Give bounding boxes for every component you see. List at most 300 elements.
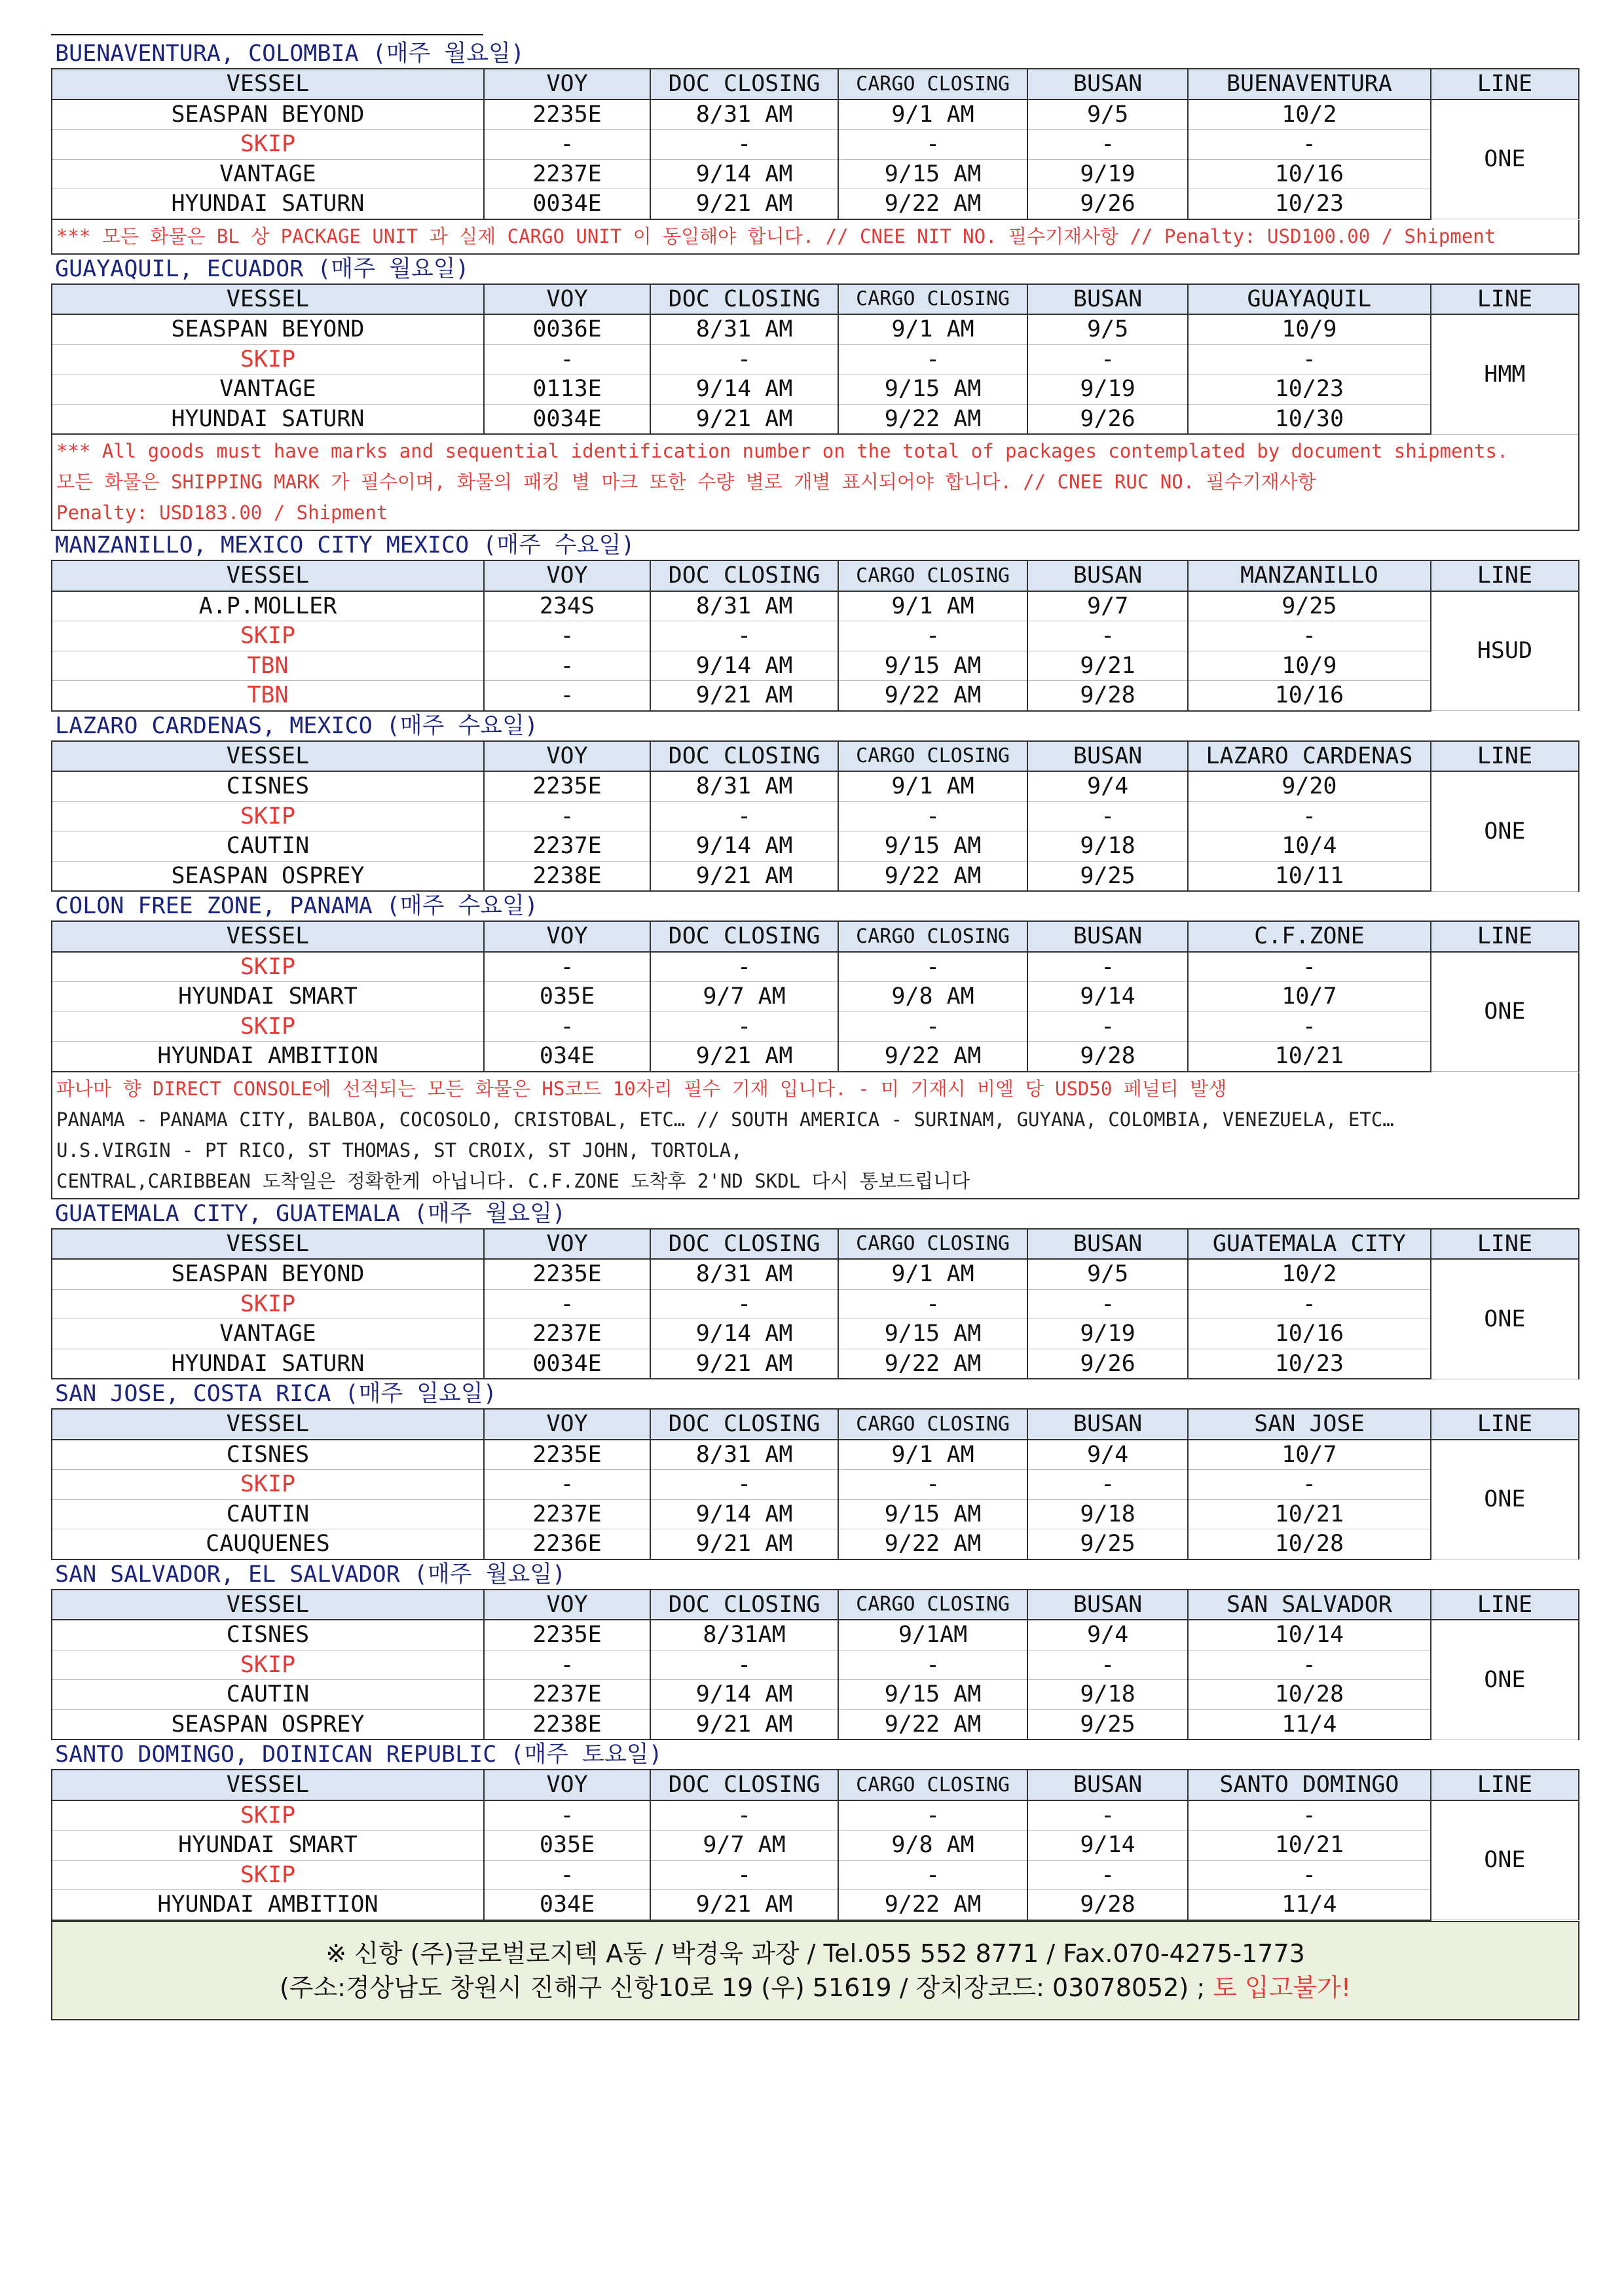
cell-voy: - bbox=[484, 621, 650, 651]
header-vessel: VESSEL bbox=[52, 560, 484, 591]
cell-dest: - bbox=[1188, 1650, 1431, 1680]
cell-voy: 2237E bbox=[484, 831, 650, 862]
cell-doc: 9/21 AM bbox=[650, 681, 838, 711]
cell-line: HSUD bbox=[1431, 591, 1579, 711]
cell-busan: 9/28 bbox=[1027, 1042, 1188, 1072]
cell-vessel: HYUNDAI SMART bbox=[52, 982, 484, 1012]
cell-cargo: 9/1 AM bbox=[838, 314, 1027, 344]
header-cargo-closing: CARGO CLOSING bbox=[838, 1229, 1027, 1260]
cell-voy: - bbox=[484, 1289, 650, 1319]
cell-dest: - bbox=[1188, 130, 1431, 160]
header-doc-closing: DOC CLOSING bbox=[650, 1590, 838, 1620]
cell-busan: 9/28 bbox=[1027, 1890, 1188, 1920]
header-cargo-closing: CARGO CLOSING bbox=[838, 284, 1027, 315]
cell-busan: - bbox=[1027, 1289, 1188, 1319]
cell-busan: - bbox=[1027, 621, 1188, 651]
header-doc-closing: DOC CLOSING bbox=[650, 1409, 838, 1440]
schedule-table bbox=[51, 283, 1579, 435]
cell-dest: 10/14 bbox=[1188, 1620, 1431, 1650]
cell-dest: 10/16 bbox=[1188, 1319, 1431, 1349]
section-title: GUATEMALA CITY, GUATEMALA (매주 월요일) bbox=[55, 1200, 566, 1227]
schedule-table bbox=[51, 920, 1579, 1072]
cell-doc: 9/21 AM bbox=[650, 1349, 838, 1379]
header-vessel: VESSEL bbox=[52, 69, 484, 100]
cell-dest: - bbox=[1188, 344, 1431, 374]
cell-doc: 9/14 AM bbox=[650, 651, 838, 681]
cell-cargo: - bbox=[838, 1800, 1027, 1831]
cell-voy: 2238E bbox=[484, 1709, 650, 1740]
table-row bbox=[52, 1470, 1579, 1500]
cell-doc: - bbox=[650, 621, 838, 651]
cell-vessel: SKIP bbox=[52, 1860, 484, 1890]
cell-busan: 9/19 bbox=[1027, 159, 1188, 189]
cell-cargo: 9/15 AM bbox=[838, 1680, 1027, 1710]
cell-cargo: 9/22 AM bbox=[838, 404, 1027, 434]
table-row bbox=[52, 344, 1579, 374]
header-doc-closing: DOC CLOSING bbox=[650, 741, 838, 772]
cell-vessel: VANTAGE bbox=[52, 374, 484, 405]
header-voy: VOY bbox=[484, 1409, 650, 1440]
cell-voy: 2235E bbox=[484, 1620, 650, 1650]
cell-dest: 10/28 bbox=[1188, 1680, 1431, 1710]
cell-dest: 10/21 bbox=[1188, 1499, 1431, 1529]
cell-voy: - bbox=[484, 1800, 650, 1831]
cell-doc: - bbox=[650, 1800, 838, 1831]
cell-vessel: CAUTIN bbox=[52, 831, 484, 862]
table-row bbox=[52, 1259, 1579, 1289]
cell-voy: - bbox=[484, 130, 650, 160]
cell-busan: 9/26 bbox=[1027, 189, 1188, 219]
table-row bbox=[52, 861, 1579, 891]
table-row bbox=[52, 130, 1579, 160]
cell-dest: 9/20 bbox=[1188, 771, 1431, 801]
cell-doc: - bbox=[650, 1470, 838, 1500]
cell-doc: 9/14 AM bbox=[650, 159, 838, 189]
note-line: 모든 화물은 SHIPPING MARK 가 필수이며, 화물의 패킹 별 마크 또한 수량 별로 개별 표시되어야 합니다. // CNEE RUC NO. 필수기재사항 bbox=[56, 471, 1316, 493]
cell-cargo: - bbox=[838, 1860, 1027, 1890]
header-busan: BUSAN bbox=[1027, 1409, 1188, 1440]
cell-dest: 10/23 bbox=[1188, 189, 1431, 219]
cell-doc: 9/14 AM bbox=[650, 1319, 838, 1349]
header-cargo-closing: CARGO CLOSING bbox=[838, 741, 1027, 772]
cell-voy: 0034E bbox=[484, 189, 650, 219]
note-line: 파나마 향 DIRECT CONSOLE에 선적되는 모든 화물은 HS코드 10자리 필수 기재 입니다. - 미 기재시 비엘 당 USD50 페널티 발생 bbox=[56, 1077, 1227, 1100]
header-cargo-closing: CARGO CLOSING bbox=[838, 560, 1027, 591]
schedule-table bbox=[51, 1589, 1579, 1741]
cell-vessel: HYUNDAI AMBITION bbox=[52, 1890, 484, 1920]
cell-doc: 8/31AM bbox=[650, 1620, 838, 1650]
cell-line: ONE bbox=[1431, 1620, 1579, 1740]
section-notes bbox=[51, 1072, 1579, 1199]
cell-cargo: 9/15 AM bbox=[838, 1319, 1027, 1349]
cell-dest: 10/30 bbox=[1188, 404, 1431, 434]
cell-vessel: SEASPAN BEYOND bbox=[52, 314, 484, 344]
cell-cargo: - bbox=[838, 344, 1027, 374]
header-doc-closing: DOC CLOSING bbox=[650, 1770, 838, 1800]
cell-voy: 2235E bbox=[484, 1259, 650, 1289]
cell-cargo: 9/22 AM bbox=[838, 861, 1027, 891]
header-line: LINE bbox=[1431, 1590, 1579, 1620]
table-row bbox=[52, 1042, 1579, 1072]
cell-vessel: HYUNDAI SATURN bbox=[52, 189, 484, 219]
contact-footer bbox=[51, 1921, 1579, 2020]
cell-doc: 9/14 AM bbox=[650, 831, 838, 862]
sections-container bbox=[51, 39, 1579, 1921]
header-destination: GUATEMALA CITY bbox=[1188, 1229, 1431, 1260]
table-row bbox=[52, 314, 1579, 344]
header-cargo-closing: CARGO CLOSING bbox=[838, 69, 1027, 100]
table-row bbox=[52, 1860, 1579, 1890]
section-title: SAN JOSE, COSTA RICA (매주 일요일) bbox=[55, 1381, 497, 1407]
cell-dest: 11/4 bbox=[1188, 1890, 1431, 1920]
cell-busan: - bbox=[1027, 952, 1188, 982]
cell-busan: 9/28 bbox=[1027, 681, 1188, 711]
section-title: SANTO DOMINGO, DOINICAN REPUBLIC (매주 토요일) bbox=[55, 1741, 663, 1768]
cell-vessel: A.P.MOLLER bbox=[52, 591, 484, 621]
cell-dest: - bbox=[1188, 1860, 1431, 1890]
cell-busan: 9/5 bbox=[1027, 314, 1188, 344]
cell-cargo: 9/15 AM bbox=[838, 1499, 1027, 1529]
header-line: LINE bbox=[1431, 1770, 1579, 1800]
table-header-row bbox=[52, 1409, 1579, 1440]
table-row bbox=[52, 982, 1579, 1012]
table-row bbox=[52, 189, 1579, 219]
cell-vessel: VANTAGE bbox=[52, 1319, 484, 1349]
cell-doc: - bbox=[650, 1011, 838, 1042]
header-busan: BUSAN bbox=[1027, 1770, 1188, 1800]
table-row bbox=[52, 801, 1579, 831]
cell-doc: 9/21 AM bbox=[650, 404, 838, 434]
cell-vessel: SKIP bbox=[52, 1011, 484, 1042]
cell-doc: - bbox=[650, 130, 838, 160]
schedule-table bbox=[51, 560, 1579, 712]
table-row bbox=[52, 1620, 1579, 1650]
header-busan: BUSAN bbox=[1027, 741, 1188, 772]
cell-vessel: CAUTIN bbox=[52, 1499, 484, 1529]
cell-cargo: 9/8 AM bbox=[838, 982, 1027, 1012]
cell-busan: - bbox=[1027, 1650, 1188, 1680]
cell-voy: - bbox=[484, 1470, 650, 1500]
cell-line: HMM bbox=[1431, 314, 1579, 434]
cell-doc: 8/31 AM bbox=[650, 591, 838, 621]
cell-voy: 035E bbox=[484, 1831, 650, 1861]
cell-doc: 9/7 AM bbox=[650, 1831, 838, 1861]
header-line: LINE bbox=[1431, 560, 1579, 591]
cell-dest: - bbox=[1188, 621, 1431, 651]
cell-dest: 11/4 bbox=[1188, 1709, 1431, 1740]
cell-voy: 0034E bbox=[484, 404, 650, 434]
cell-dest: 10/9 bbox=[1188, 314, 1431, 344]
cell-line: ONE bbox=[1431, 1259, 1579, 1379]
cell-cargo: - bbox=[838, 1289, 1027, 1319]
cell-vessel: SEASPAN BEYOND bbox=[52, 100, 484, 130]
footer-contact-line: ※ 신항 (주)글로벌로지텍 A동 / 박경욱 과장 / Tel.055 552 8771 / Fax.070-4275-1773 bbox=[325, 1939, 1305, 1968]
header-line: LINE bbox=[1431, 921, 1579, 952]
cell-busan: 9/18 bbox=[1027, 831, 1188, 862]
cell-voy: 035E bbox=[484, 982, 650, 1012]
cell-vessel: HYUNDAI SATURN bbox=[52, 404, 484, 434]
table-row bbox=[52, 1890, 1579, 1920]
cell-voy: - bbox=[484, 651, 650, 681]
cell-cargo: 9/22 AM bbox=[838, 189, 1027, 219]
cell-busan: - bbox=[1027, 1011, 1188, 1042]
cell-vessel: HYUNDAI AMBITION bbox=[52, 1042, 484, 1072]
cell-voy: - bbox=[484, 1011, 650, 1042]
cell-busan: - bbox=[1027, 130, 1188, 160]
header-busan: BUSAN bbox=[1027, 284, 1188, 315]
header-cargo-closing: CARGO CLOSING bbox=[838, 921, 1027, 952]
header-voy: VOY bbox=[484, 1229, 650, 1260]
cell-line: ONE bbox=[1431, 100, 1579, 219]
cell-voy: 0036E bbox=[484, 314, 650, 344]
cell-busan: 9/14 bbox=[1027, 982, 1188, 1012]
cell-vessel: SKIP bbox=[52, 952, 484, 982]
header-voy: VOY bbox=[484, 1590, 650, 1620]
cell-busan: - bbox=[1027, 1860, 1188, 1890]
header-busan: BUSAN bbox=[1027, 921, 1188, 952]
cell-dest: - bbox=[1188, 1011, 1431, 1042]
cell-voy: - bbox=[484, 1860, 650, 1890]
cell-doc: 9/21 AM bbox=[650, 189, 838, 219]
cell-cargo: 9/22 AM bbox=[838, 681, 1027, 711]
cell-vessel: SKIP bbox=[52, 1650, 484, 1680]
cell-dest: 10/4 bbox=[1188, 831, 1431, 862]
cell-line: ONE bbox=[1431, 771, 1579, 891]
cell-busan: 9/21 bbox=[1027, 651, 1188, 681]
cell-vessel: SKIP bbox=[52, 130, 484, 160]
cell-dest: 10/21 bbox=[1188, 1831, 1431, 1861]
top-rule bbox=[51, 34, 483, 35]
cell-dest: 10/7 bbox=[1188, 1440, 1431, 1470]
header-busan: BUSAN bbox=[1027, 1590, 1188, 1620]
table-row bbox=[52, 1319, 1579, 1349]
cell-cargo: 9/22 AM bbox=[838, 1349, 1027, 1379]
cell-doc: 9/21 AM bbox=[650, 1529, 838, 1559]
header-vessel: VESSEL bbox=[52, 921, 484, 952]
cell-vessel: SEASPAN OSPREY bbox=[52, 1709, 484, 1740]
cell-cargo: 9/1 AM bbox=[838, 771, 1027, 801]
table-row bbox=[52, 100, 1579, 130]
header-cargo-closing: CARGO CLOSING bbox=[838, 1770, 1027, 1800]
section-title: LAZARO CARDENAS, MEXICO (매주 수요일) bbox=[55, 712, 538, 739]
table-row bbox=[52, 1709, 1579, 1740]
header-vessel: VESSEL bbox=[52, 1590, 484, 1620]
header-destination: MANZANILLO bbox=[1188, 560, 1431, 591]
cell-voy: 0113E bbox=[484, 374, 650, 405]
note-line: Penalty: USD183.00 / Shipment bbox=[56, 501, 388, 524]
cell-voy: 2238E bbox=[484, 861, 650, 891]
cell-vessel: SKIP bbox=[52, 1289, 484, 1319]
cell-busan: 9/19 bbox=[1027, 1319, 1188, 1349]
footer-warning: 토 입고불가! bbox=[1213, 1973, 1352, 2002]
cell-vessel: HYUNDAI SMART bbox=[52, 1831, 484, 1861]
table-header-row bbox=[52, 560, 1579, 591]
cell-vessel: TBN bbox=[52, 681, 484, 711]
header-voy: VOY bbox=[484, 741, 650, 772]
cell-cargo: - bbox=[838, 1650, 1027, 1680]
cell-vessel: HYUNDAI SATURN bbox=[52, 1349, 484, 1379]
cell-vessel: SKIP bbox=[52, 621, 484, 651]
cell-cargo: - bbox=[838, 621, 1027, 651]
header-destination: C.F.ZONE bbox=[1188, 921, 1431, 952]
table-row bbox=[52, 1349, 1579, 1379]
header-line: LINE bbox=[1431, 1229, 1579, 1260]
header-vessel: VESSEL bbox=[52, 1229, 484, 1260]
section-title: GUAYAQUIL, ECUADOR (매주 월요일) bbox=[55, 255, 470, 282]
cell-doc: 9/7 AM bbox=[650, 982, 838, 1012]
header-voy: VOY bbox=[484, 284, 650, 315]
cell-cargo: 9/22 AM bbox=[838, 1890, 1027, 1920]
cell-doc: 8/31 AM bbox=[650, 314, 838, 344]
header-destination: LAZARO CARDENAS bbox=[1188, 741, 1431, 772]
cell-dest: 10/16 bbox=[1188, 159, 1431, 189]
cell-dest: 10/11 bbox=[1188, 861, 1431, 891]
cell-busan: 9/26 bbox=[1027, 1349, 1188, 1379]
cell-doc: 9/21 AM bbox=[650, 1890, 838, 1920]
header-doc-closing: DOC CLOSING bbox=[650, 1229, 838, 1260]
cell-voy: 2235E bbox=[484, 100, 650, 130]
cell-voy: 034E bbox=[484, 1042, 650, 1072]
table-header-row bbox=[52, 1229, 1579, 1260]
cell-vessel: TBN bbox=[52, 651, 484, 681]
header-vessel: VESSEL bbox=[52, 1770, 484, 1800]
cell-cargo: - bbox=[838, 130, 1027, 160]
header-doc-closing: DOC CLOSING bbox=[650, 560, 838, 591]
note-line: *** 모든 화물은 BL 상 PACKAGE UNIT 과 실제 CARGO UNIT 이 동일해야 합니다. // CNEE NIT NO. 필수기재사항 // Penalty: USD100.00 / Shipment bbox=[56, 225, 1496, 247]
cell-voy: 2237E bbox=[484, 1499, 650, 1529]
cell-cargo: - bbox=[838, 952, 1027, 982]
cell-busan: 9/14 bbox=[1027, 1831, 1188, 1861]
table-row bbox=[52, 621, 1579, 651]
cell-vessel: SKIP bbox=[52, 1470, 484, 1500]
table-row bbox=[52, 952, 1579, 982]
cell-busan: 9/4 bbox=[1027, 1440, 1188, 1470]
table-row bbox=[52, 1800, 1579, 1831]
schedule-document bbox=[51, 34, 1579, 2020]
header-destination: SAN JOSE bbox=[1188, 1409, 1431, 1440]
cell-cargo: - bbox=[838, 1470, 1027, 1500]
cell-cargo: 9/22 AM bbox=[838, 1042, 1027, 1072]
cell-voy: 2236E bbox=[484, 1529, 650, 1559]
header-busan: BUSAN bbox=[1027, 69, 1188, 100]
cell-cargo: 9/22 AM bbox=[838, 1709, 1027, 1740]
cell-dest: - bbox=[1188, 801, 1431, 831]
cell-busan: 9/25 bbox=[1027, 1529, 1188, 1559]
cell-voy: - bbox=[484, 952, 650, 982]
cell-dest: - bbox=[1188, 952, 1431, 982]
schedule-table bbox=[51, 68, 1579, 220]
cell-doc: - bbox=[650, 1650, 838, 1680]
cell-dest: 10/21 bbox=[1188, 1042, 1431, 1072]
header-line: LINE bbox=[1431, 69, 1579, 100]
cell-voy: 034E bbox=[484, 1890, 650, 1920]
cell-voy: 2235E bbox=[484, 771, 650, 801]
table-row bbox=[52, 1650, 1579, 1680]
cell-busan: - bbox=[1027, 344, 1188, 374]
cell-doc: 8/31 AM bbox=[650, 100, 838, 130]
cell-dest: 10/28 bbox=[1188, 1529, 1431, 1559]
table-row bbox=[52, 651, 1579, 681]
footer-address-line bbox=[52, 1971, 1578, 2005]
cell-vessel: CAUQUENES bbox=[52, 1529, 484, 1559]
cell-doc: 8/31 AM bbox=[650, 1259, 838, 1289]
section-title: COLON FREE ZONE, PANAMA (매주 수요일) bbox=[55, 893, 538, 919]
table-row bbox=[52, 1440, 1579, 1470]
cell-cargo: 9/22 AM bbox=[838, 1529, 1027, 1559]
cell-doc: 8/31 AM bbox=[650, 771, 838, 801]
table-header-row bbox=[52, 1770, 1579, 1800]
table-header-row bbox=[52, 921, 1579, 952]
header-cargo-closing: CARGO CLOSING bbox=[838, 1590, 1027, 1620]
schedule-table bbox=[51, 1769, 1579, 1921]
cell-doc: 9/21 AM bbox=[650, 1042, 838, 1072]
note-line: U.S.VIRGIN - PT RICO, ST THOMAS, ST CROIX, ST JOHN, TORTOLA, bbox=[56, 1139, 743, 1161]
cell-doc: 8/31 AM bbox=[650, 1440, 838, 1470]
section-notes bbox=[51, 435, 1579, 531]
cell-busan: - bbox=[1027, 801, 1188, 831]
cell-line: ONE bbox=[1431, 952, 1579, 1072]
header-vessel: VESSEL bbox=[52, 1409, 484, 1440]
cell-cargo: 9/1 AM bbox=[838, 1440, 1027, 1470]
table-row bbox=[52, 159, 1579, 189]
header-line: LINE bbox=[1431, 1409, 1579, 1440]
cell-busan: 9/25 bbox=[1027, 861, 1188, 891]
section-title: BUENAVENTURA, COLOMBIA (매주 월요일) bbox=[55, 41, 525, 67]
cell-voy: 2237E bbox=[484, 1680, 650, 1710]
cell-dest: 10/16 bbox=[1188, 681, 1431, 711]
cell-voy: 234S bbox=[484, 591, 650, 621]
table-header-row bbox=[52, 69, 1579, 100]
cell-voy: 2237E bbox=[484, 159, 650, 189]
cell-voy: - bbox=[484, 801, 650, 831]
cell-doc: - bbox=[650, 1289, 838, 1319]
cell-vessel: SEASPAN BEYOND bbox=[52, 1259, 484, 1289]
cell-doc: 9/14 AM bbox=[650, 1499, 838, 1529]
cell-vessel: SKIP bbox=[52, 801, 484, 831]
cell-voy: 0034E bbox=[484, 1349, 650, 1379]
schedule-table bbox=[51, 1408, 1579, 1560]
cell-doc: - bbox=[650, 801, 838, 831]
cell-busan: 9/5 bbox=[1027, 100, 1188, 130]
table-header-row bbox=[52, 284, 1579, 315]
cell-voy: 2235E bbox=[484, 1440, 650, 1470]
header-busan: BUSAN bbox=[1027, 1229, 1188, 1260]
cell-vessel: CAUTIN bbox=[52, 1680, 484, 1710]
table-row bbox=[52, 1680, 1579, 1710]
header-vessel: VESSEL bbox=[52, 284, 484, 315]
schedule-table bbox=[51, 1228, 1579, 1380]
header-cargo-closing: CARGO CLOSING bbox=[838, 1409, 1027, 1440]
table-row bbox=[52, 831, 1579, 862]
cell-line: ONE bbox=[1431, 1440, 1579, 1559]
table-header-row bbox=[52, 741, 1579, 772]
cell-vessel: SKIP bbox=[52, 1800, 484, 1831]
cell-dest: 10/23 bbox=[1188, 1349, 1431, 1379]
cell-dest: 10/23 bbox=[1188, 374, 1431, 405]
header-destination: GUAYAQUIL bbox=[1188, 284, 1431, 315]
table-row bbox=[52, 1529, 1579, 1559]
table-header-row bbox=[52, 1590, 1579, 1620]
cell-voy: - bbox=[484, 1650, 650, 1680]
header-voy: VOY bbox=[484, 921, 650, 952]
cell-busan: 9/4 bbox=[1027, 1620, 1188, 1650]
header-voy: VOY bbox=[484, 69, 650, 100]
cell-busan: 9/18 bbox=[1027, 1499, 1188, 1529]
cell-dest: 9/25 bbox=[1188, 591, 1431, 621]
cell-doc: 9/21 AM bbox=[650, 1709, 838, 1740]
cell-doc: 9/21 AM bbox=[650, 861, 838, 891]
cell-voy: 2237E bbox=[484, 1319, 650, 1349]
